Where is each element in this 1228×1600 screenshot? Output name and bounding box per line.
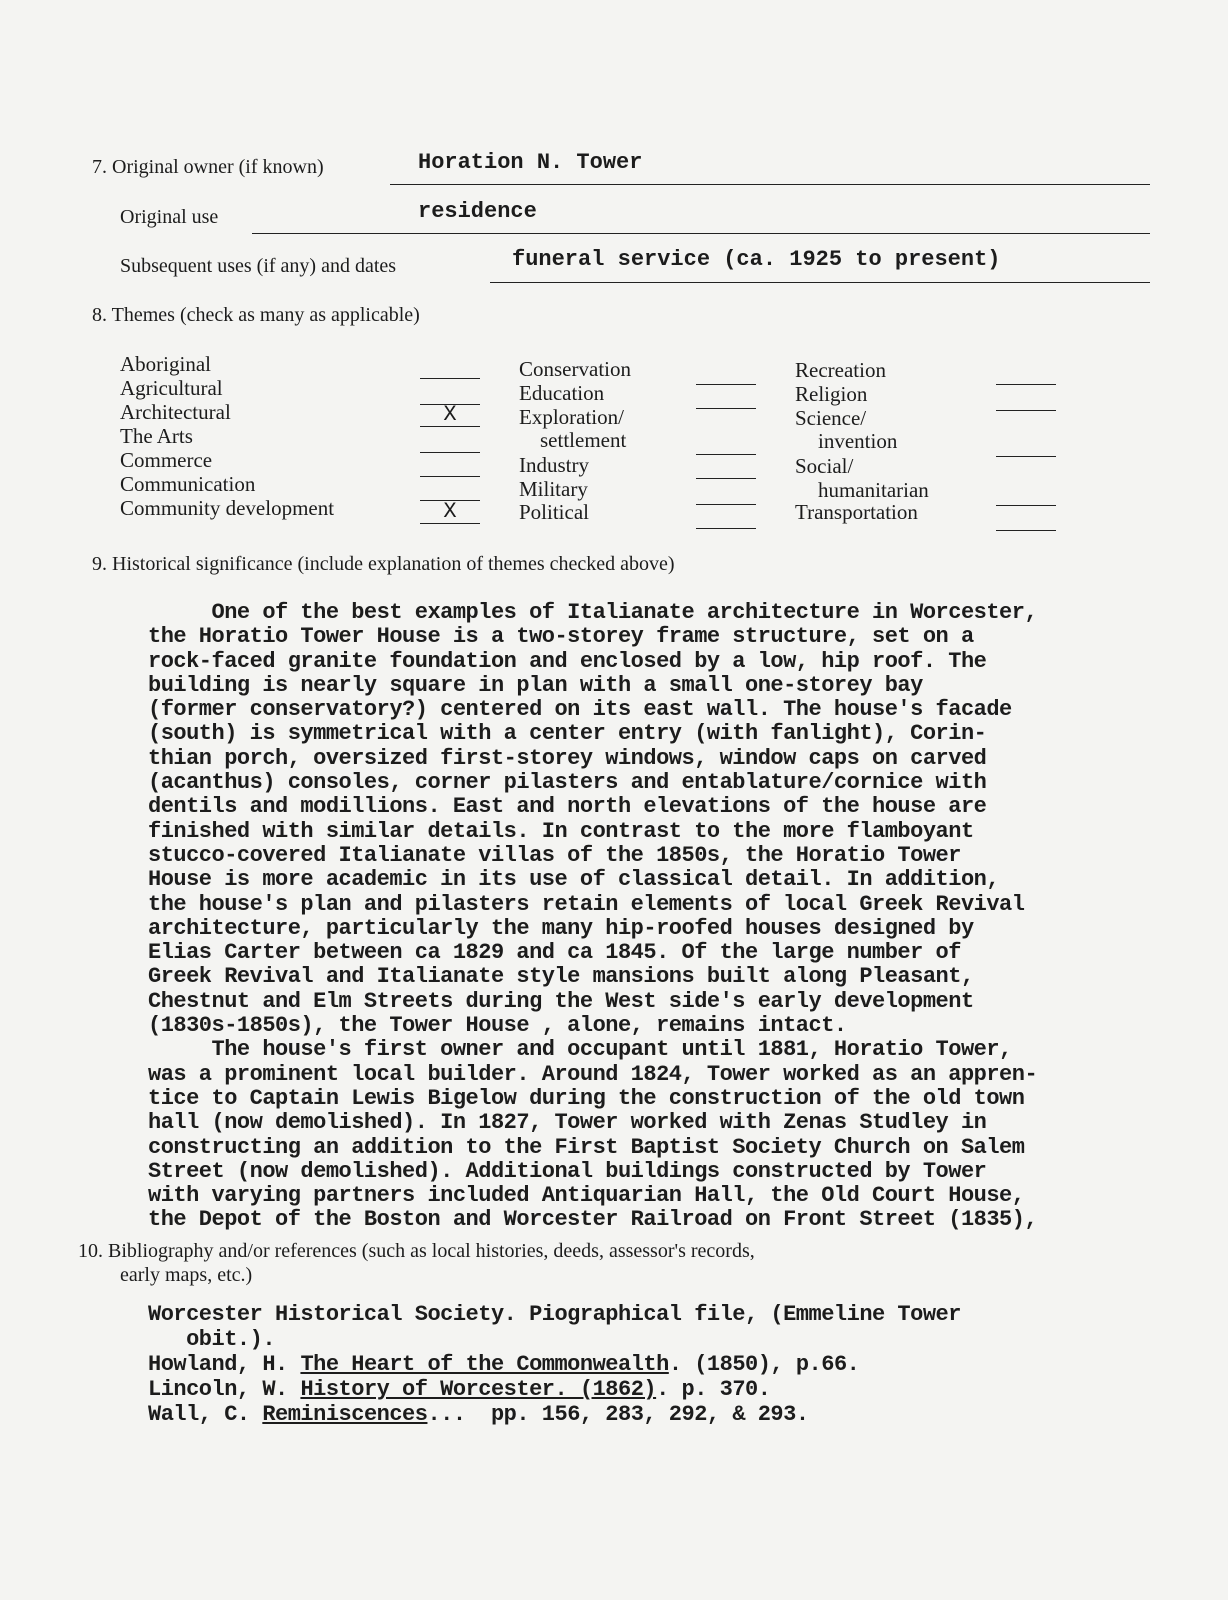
historical-significance-heading: 9. Historical significance (include explanation of themes checked above) <box>92 553 675 575</box>
theme-the-arts: The Arts <box>120 424 193 448</box>
subsequent-uses-label: Subsequent uses (if any) and dates <box>120 255 397 277</box>
subsequent-uses-value: funeral service (ca. 1925 to present) <box>512 247 1001 272</box>
original-use-underline <box>252 233 1150 234</box>
theme-industry: Industry <box>519 453 589 477</box>
text-line: rock-faced granite foundation and enclosed by a low, hip roof. The <box>148 648 987 674</box>
theme-exploration: Exploration/ <box>519 405 624 429</box>
text-line: Greek Revival and Italianate style mansions built along Pleasant, <box>148 964 974 990</box>
reference-author: Wall, C. <box>148 1402 263 1427</box>
original-use-value: residence <box>418 199 537 224</box>
theme-invention: invention <box>818 429 898 453</box>
theme-transportation: Transportation <box>795 500 918 524</box>
checkbox-social[interactable] <box>996 483 1056 506</box>
reference-details: . p. 370. <box>656 1377 771 1402</box>
text-line: The house's first owner and occupant until 1881, Horatio Tower, <box>148 1037 1012 1063</box>
themes-heading: 8. Themes (check as many as applicable) <box>92 304 420 326</box>
checkbox-religion[interactable] <box>996 388 1056 411</box>
reference-title: Reminiscences <box>262 1402 428 1427</box>
theme-education: Education <box>519 381 605 405</box>
theme-conservation: Conservation <box>519 357 631 381</box>
reference-author: Howland, H. <box>148 1352 301 1377</box>
checkbox-military[interactable] <box>696 482 756 505</box>
text-line: Elias Carter between ca 1829 and ca 1845. Of the large number of <box>148 940 961 966</box>
text-line: thian porch, oversized first-storey windows, window caps on carved <box>148 745 987 771</box>
original-use-label: Original use <box>120 206 219 228</box>
bibliography-heading: 10. Bibliography and/or references (such as local histories, deeds, assessor's records, <box>78 1240 755 1262</box>
text-line: (former conservatory?) centered on its east wall. The house's facade <box>148 697 1012 723</box>
theme-recreation: Recreation <box>795 358 886 382</box>
owner-value: Horation N. Tower <box>418 150 643 175</box>
theme-social: Social/ <box>795 454 854 478</box>
text-line: architecture, particularly the many hip-roofed houses designed by <box>148 915 974 941</box>
text-line: constructing an addition to the First Baptist Society Church on Salem <box>148 1134 1025 1160</box>
theme-architectural: Architectural <box>120 400 231 424</box>
checkbox-community-development[interactable]: X <box>420 501 480 524</box>
theme-religion: Religion <box>795 382 868 406</box>
checkbox-commerce[interactable] <box>420 454 480 477</box>
checkbox-architectural[interactable]: X <box>420 404 480 427</box>
bibliography-heading-cont: early maps, etc.) <box>120 1264 253 1286</box>
reference-text: Worcester Historical Society. Piographical file, (Emmeline Tower <box>148 1302 961 1327</box>
reference-item <box>148 1327 961 1352</box>
reference-item <box>148 1377 961 1402</box>
theme-communication: Communication <box>120 472 256 496</box>
checkbox-industry[interactable] <box>696 456 756 479</box>
text-line: Street (now demolished). Additional buildings constructed by Tower <box>148 1158 987 1184</box>
reference-author: Lincoln, W. <box>148 1377 301 1402</box>
text-line: tice to Captain Lewis Bigelow during the construction of the old town <box>148 1085 1025 1111</box>
theme-humanitarian: humanitarian <box>818 478 929 502</box>
theme-settlement: settlement <box>540 428 627 452</box>
reference-item <box>148 1352 961 1377</box>
text-line: (1830s-1850s), the Tower House , alone, remains intact. <box>148 1013 847 1039</box>
reference-details: . (1850), p.66. <box>668 1352 860 1377</box>
text-line: (acanthus) consoles, corner pilasters and entablature/cornice with <box>148 770 987 796</box>
theme-community-development: Community development <box>120 496 335 520</box>
bibliography-list <box>148 1302 961 1427</box>
subsequent-uses-underline <box>490 282 1150 283</box>
owner-underline <box>390 184 1150 185</box>
checkbox-political[interactable] <box>696 506 756 529</box>
text-line: was a prominent local builder. Around 1824, Tower worked as an appren- <box>148 1061 1038 1087</box>
text-line: the Horatio Tower House is a two-storey frame structure, set on a <box>148 624 974 650</box>
text-line: One of the best examples of Italianate architecture in Worcester, <box>148 600 1038 625</box>
checkbox-science[interactable] <box>996 434 1056 457</box>
checkbox-the-arts[interactable] <box>420 430 480 453</box>
theme-commerce: Commerce <box>120 448 213 472</box>
checkbox-conservation[interactable] <box>696 362 756 385</box>
text-line: House is more academic in its use of classical detail. In addition, <box>148 867 1000 893</box>
theme-military: Military <box>519 477 588 501</box>
reference-title: The Heart of the Commonwealth <box>300 1352 669 1377</box>
historical-significance-text <box>148 601 1037 1233</box>
text-line: the house's plan and pilasters retain elements of local Greek Revival <box>148 891 1025 917</box>
text-line: dentils and modillions. East and north elevations of the house are <box>148 794 987 820</box>
text-line: hall (now demolished). In 1827, Tower worked with Zenas Studley in <box>148 1110 987 1136</box>
checkbox-exploration[interactable] <box>696 432 756 455</box>
reference-title: History of Worcester. (1862) <box>300 1377 657 1402</box>
text-line: with varying partners included Antiquarian Hall, the Old Court House, <box>148 1183 1025 1209</box>
theme-science: Science/ <box>795 406 867 430</box>
text-line: finished with similar details. In contrast to the more flamboyant <box>148 818 974 844</box>
text-line: Chestnut and Elm Streets during the West side's early development <box>148 988 974 1014</box>
theme-aboriginal: Aboriginal <box>120 352 211 376</box>
checkbox-recreation[interactable] <box>996 362 1056 385</box>
theme-political: Political <box>519 500 589 524</box>
text-line: stucco-covered Italianate villas of the 1850s, the Horatio Tower <box>148 842 961 868</box>
checkbox-aboriginal[interactable] <box>420 356 480 379</box>
text-line: (south) is symmetrical with a center entry (with fanlight), Corin- <box>148 721 987 747</box>
checkbox-education[interactable] <box>696 386 756 409</box>
reference-details: ... pp. 156, 283, 292, & 293. <box>427 1402 809 1427</box>
text-line: the Depot of the Boston and Worcester Railroad on Front Street (1835), <box>148 1207 1038 1233</box>
reference-item <box>148 1302 961 1327</box>
theme-agricultural: Agricultural <box>120 376 223 400</box>
checkbox-transportation[interactable] <box>996 508 1056 531</box>
checkbox-communication[interactable] <box>420 478 480 501</box>
reference-item <box>148 1402 961 1427</box>
owner-label: 7. Original owner (if known) <box>92 156 324 178</box>
text-line: building is nearly square in plan with a small one-storey bay <box>148 672 923 698</box>
reference-text: obit.). <box>148 1327 276 1352</box>
